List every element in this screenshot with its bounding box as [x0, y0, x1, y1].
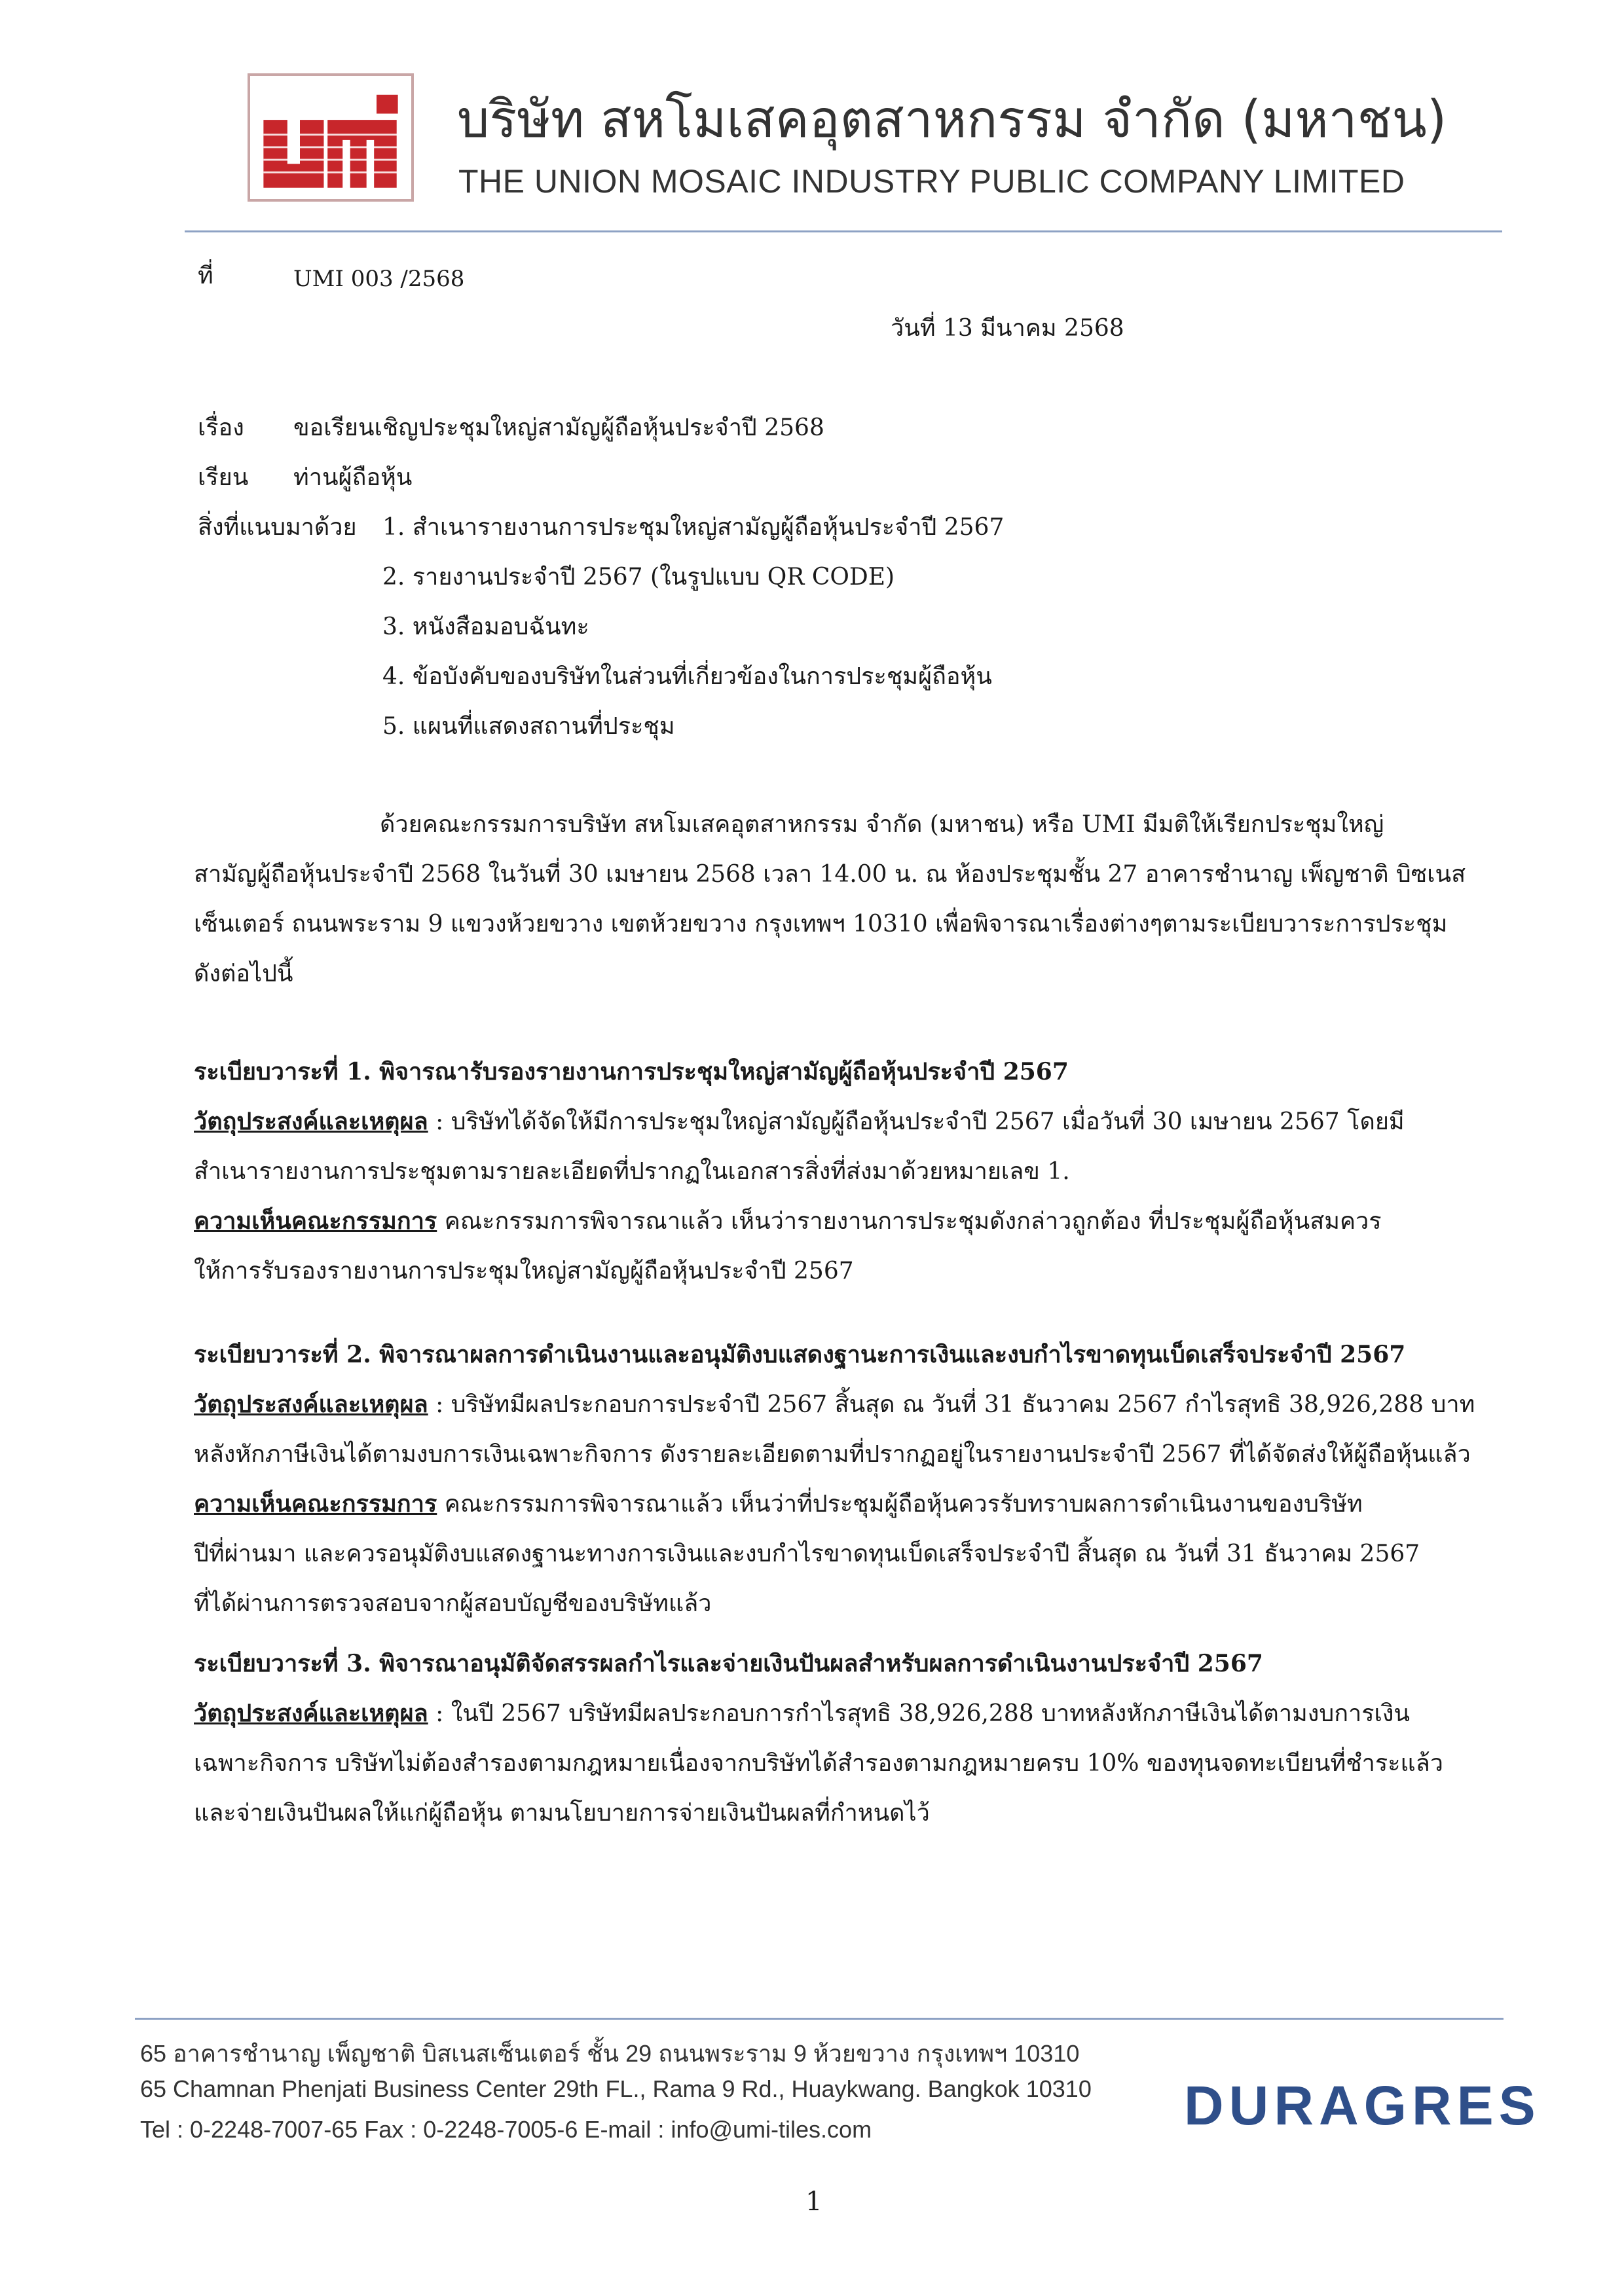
attachment-item: 2. รายงานประจำปี 2567 (ในรูปแบบ QR CODE)	[382, 564, 895, 591]
attachment-item: 5. แผนที่แสดงสถานที่ประชุม	[382, 713, 675, 740]
brand-logo-duragres: DURAGRES	[1184, 2075, 1541, 2136]
agenda-2-purpose-cont: หลังหักภาษีเงินได้ตามงบการเงินเฉพาะกิจการ ดังรายละเอียดตามที่ปรากฏอยู่ในรายงานประจำปี 2567 ที่ได้จัดส่งให้ผู้ถือหุ้นแล้ว	[194, 1441, 1471, 1468]
company-name-thai: บริษัท สหโมเสคอุตสาหกรรม จำกัด (มหาชน)	[457, 90, 1447, 149]
agenda-2-title: ระเบียบวาระที่ 2. พิจารณาผลการดำเนินงานและอนุมัติงบแสดงฐานะการเงินและงบกำไรขาดทุนเบ็ดเสร็จประจำปี 2567	[194, 1341, 1406, 1368]
svg-text:umi: umi	[331, 90, 333, 91]
intro-line: สามัญผู้ถือหุ้นประจำปี 2568 ในวันที่ 30 เมษายน 2568 เวลา 14.00 น. ณ ห้องประชุมชั้น 27 อาคารชำนาญ เพ็ญชาติ บิซเนส	[194, 861, 1466, 888]
recipient-text: ท่านผู้ถือหุ้น	[293, 464, 413, 491]
intro-line: เซ็นเตอร์ ถนนพระราม 9 แขวงห้วยขวาง เขตห้วยขวาง กรุงเทพฯ 10310 เพื่อพิจารณาเรื่องต่างๆตามระเบียบวาระการประชุม	[194, 911, 1448, 938]
agenda-1-purpose-cont: สำเนารายงานการประชุมตามรายละเอียดที่ปรากฏในเอกสารสิ่งที่ส่งมาด้วยหมายเลข 1.	[194, 1158, 1070, 1185]
reference-label: ที่	[198, 263, 213, 289]
page-number: 1	[805, 2187, 822, 2217]
footer-address-english: 65 Chamnan Phenjati Business Center 29th FL., Rama 9 Rd., Huaykwang. Bangkok 10310	[140, 2075, 1092, 2102]
agenda-2-opinion-cont: ปีที่ผ่านมา และควรอนุมัติงบแสดงฐานะทางการเงินและงบกำไรขาดทุนเบ็ดเสร็จประจำปี สิ้นสุด ณ วันที่ 31 ธันวาคม 2567	[194, 1540, 1420, 1567]
agenda-1-title: ระเบียบวาระที่ 1. พิจารณารับรองรายงานการประชุมใหญ่สามัญผู้ถือหุ้นประจำปี 2567	[194, 1058, 1069, 1085]
company-name-english: THE UNION MOSAIC INDUSTRY PUBLIC COMPANY LIMITED	[458, 163, 1405, 200]
recipient-label: เรียน	[198, 464, 249, 491]
agenda-3-purpose	[194, 1700, 1410, 1728]
attachment-item: 3. หนังสือมอบฉันทะ	[382, 613, 589, 640]
umi-logo-icon	[250, 76, 411, 199]
agenda-1-opinion-cont: ให้การรับรองรายงานการประชุมใหญ่สามัญผู้ถือหุ้นประจำปี 2567	[194, 1258, 854, 1285]
reference-number: UMI 003 /2568	[293, 266, 465, 292]
subject-text: ขอเรียนเชิญประชุมใหญ่สามัญผู้ถือหุ้นประจำปี 2568	[293, 414, 824, 441]
agenda-1-opinion	[194, 1207, 1382, 1235]
agenda-3-purpose-cont: และจ่ายเงินปันผลให้แก่ผู้ถือหุ้น ตามนโยบายการจ่ายเงินปันผลที่กำหนดไว้	[194, 1800, 930, 1827]
opinion-label: ความเห็นคณะกรรมการ	[194, 1490, 437, 1518]
agenda-2-purpose	[194, 1391, 1475, 1419]
intro-line: ด้วยคณะกรรมการบริษัท สหโมเสคอุตสาหกรรม จำกัด (มหาชน) หรือ UMI มีมติให้เรียกประชุมใหญ่	[380, 811, 1384, 838]
agenda-3-title: ระเบียบวาระที่ 3. พิจารณาอนุมัติจัดสรรผลกำไรและจ่ายเงินปันผลสำหรับผลการดำเนินงานประจำปี 2567	[194, 1650, 1263, 1677]
opinion-text: คณะกรรมการพิจารณาแล้ว เห็นว่าที่ประชุมผู้ถือหุ้นควรรับทราบผลการดำเนินงานของบริษัท	[437, 1491, 1363, 1518]
attachment-item: 4. ข้อบังคับของบริษัทในส่วนที่เกี่ยวข้องในการประชุมผู้ถือหุ้น	[382, 663, 992, 690]
purpose-text: : บริษัทมีผลประกอบการประจำปี 2567 สิ้นสุด ณ วันที่ 31 ธันวาคม 2567 กำไรสุทธิ 38,926,288 บาท	[428, 1391, 1475, 1418]
opinion-label: ความเห็นคณะกรรมการ	[194, 1207, 437, 1235]
agenda-2-opinion	[194, 1490, 1363, 1518]
purpose-text: : บริษัทได้จัดให้มีการประชุมใหญ่สามัญผู้ถือหุ้นประจำปี 2567 เมื่อวันที่ 30 เมษายน 2567 โดยมี	[428, 1108, 1405, 1135]
attachments-label: สิ่งที่แนบมาด้วย	[198, 514, 357, 541]
letter-date: วันที่ 13 มีนาคม 2568	[891, 315, 1124, 342]
purpose-text: : ในปี 2567 บริษัทมีผลประกอบการกำไรสุทธิ 38,926,288 บาทหลังหักภาษีเงินได้ตามงบการเงิน	[428, 1700, 1411, 1727]
footer-divider	[135, 2018, 1504, 2020]
footer-contact: Tel : 0-2248-7007-65 Fax : 0-2248-7005-6 E-mail : info@umi-tiles.com	[140, 2116, 872, 2143]
subject-label: เรื่อง	[198, 414, 244, 441]
header-divider	[185, 230, 1502, 232]
purpose-label: วัตถุประสงค์และเหตุผล	[194, 1700, 428, 1727]
company-logo	[248, 73, 414, 202]
agenda-2-opinion-cont: ที่ได้ผ่านการตรวจสอบจากผู้สอบบัญชีของบริษัทแล้ว	[194, 1590, 712, 1617]
agenda-1-purpose	[194, 1108, 1405, 1136]
purpose-label: วัตถุประสงค์และเหตุผล	[194, 1108, 428, 1135]
intro-line: ดังต่อไปนี้	[194, 960, 293, 987]
attachment-item: 1. สำเนารายงานการประชุมใหญ่สามัญผู้ถือหุ้นประจำปี 2567	[382, 514, 1005, 541]
footer-address-thai: 65 อาคารชำนาญ เพ็ญชาติ บิสเนสเซ็นเตอร์ ชั้น 29 ถนนพระราม 9 ห้วยขวาง กรุงเทพฯ 10310	[140, 2040, 1080, 2067]
purpose-label: วัตถุประสงค์และเหตุผล	[194, 1391, 428, 1418]
agenda-3-purpose-cont: เฉพาะกิจการ บริษัทไม่ต้องสำรองตามกฎหมายเนื่องจากบริษัทได้สำรองตามกฎหมายครบ 10% ของทุนจดทะเบียนที่ชำระแล้ว	[194, 1750, 1444, 1777]
opinion-text: คณะกรรมการพิจารณาแล้ว เห็นว่ารายงานการประชุมดังกล่าวถูกต้อง ที่ประชุมผู้ถือหุ้นสมควร	[437, 1208, 1382, 1235]
